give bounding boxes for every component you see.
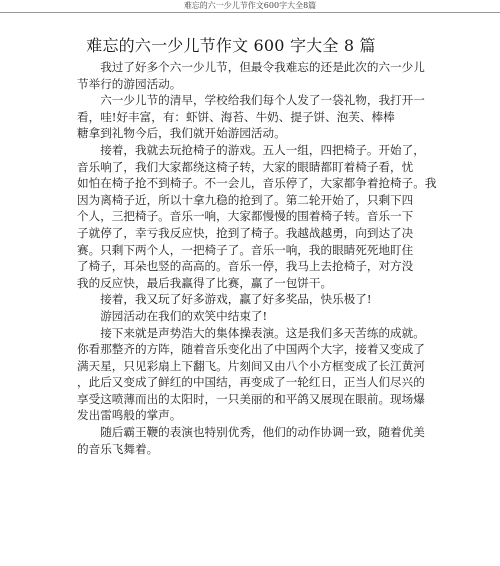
text-line: 满天星，只见彩扇上下翻飞。片刻间又由八个小方框变成了长江黄河 xyxy=(77,358,425,373)
text-line: 我过了好多个六一少儿节，但最令我难忘的还是此次的六一少儿 xyxy=(100,60,425,74)
text-line: 子就停了，幸亏我反应快，抢到了椅子。我越战越勇，向到达了决 xyxy=(77,225,414,240)
text-line: 六一少儿节的清早，学校给我们每个人发了一袋礼物，我打开一 xyxy=(100,93,425,108)
document-body xyxy=(77,36,437,457)
text-line: 接着，我就去玩抢椅子的游戏。五人一组，四把椅子。开始了， xyxy=(100,142,425,157)
article-text xyxy=(77,59,437,457)
header-divider xyxy=(0,12,500,13)
text-line: 随后霸王鞭的表演也特别优秀，他们的动作协调一致，随着优美 xyxy=(100,425,425,440)
text-line: 赛。只剩下两个人，一把椅子了。音乐一响，我的眼睛死死地盯住 xyxy=(77,242,414,257)
text-line: 接下来就是声势浩大的集体操表演。这是我们多天苦练的成就。 xyxy=(100,325,425,340)
text-line: 游园活动在我们的欢笑中结束了! xyxy=(100,308,268,323)
text-line: 看，哇!好丰富，有：虾饼、海苔、牛奶、提子饼、泡芙、棒棒 xyxy=(77,109,395,124)
text-line: 因为离椅子近，所以十拿九稳的抢到了。第二轮开始了，只剩下四 xyxy=(77,192,414,207)
text-line: 节举行的游园活动。 xyxy=(77,76,182,91)
text-line: 你看那整齐的方阵，随着音乐变化出了中国两个大字，接着又变成了 xyxy=(77,342,425,357)
text-line: 个人，三把椅子。音乐一响，大家都慢慢的围着椅子转。音乐一下 xyxy=(77,209,414,224)
text-line: 了椅子，耳朵也竖的高高的。音乐一停，我马上去抢椅子，对方没 xyxy=(77,259,414,274)
text-line: 音乐响了，我们大家都绕这椅子转，大家的眼睛都盯着椅子看，忧 xyxy=(77,159,414,174)
text-line: 发出雷鸣般的掌声。 xyxy=(77,408,182,423)
document-title: 难忘的六一少儿节作文 600 字大全 8 篇 xyxy=(86,36,376,55)
text-line: 接着，我又玩了好多游戏，赢了好多奖品，快乐极了! xyxy=(100,292,372,307)
page-header: 难忘的六一少儿节作文600字大全8篇 xyxy=(183,1,317,10)
text-line: 的音乐飞舞着。 xyxy=(77,441,159,456)
text-line: 享受这喷薄而出的太阳时，一只美丽的和平鸽又展现在眼前。现场爆 xyxy=(77,391,425,406)
text-line: 如怕在椅子抢不到椅子。不一会儿，音乐停了，大家都争着抢椅子。我 xyxy=(77,176,437,191)
text-line: 我的反应快，最后我赢得了比赛，赢了一包饼干。 xyxy=(77,275,333,290)
text-line: 糖拿到礼物今后，我们就开始游园活动。 xyxy=(77,126,286,141)
text-line: ，此后又变成了鲜红的中国结，再变成了一轮红日，正当人们尽兴的 xyxy=(77,375,425,390)
